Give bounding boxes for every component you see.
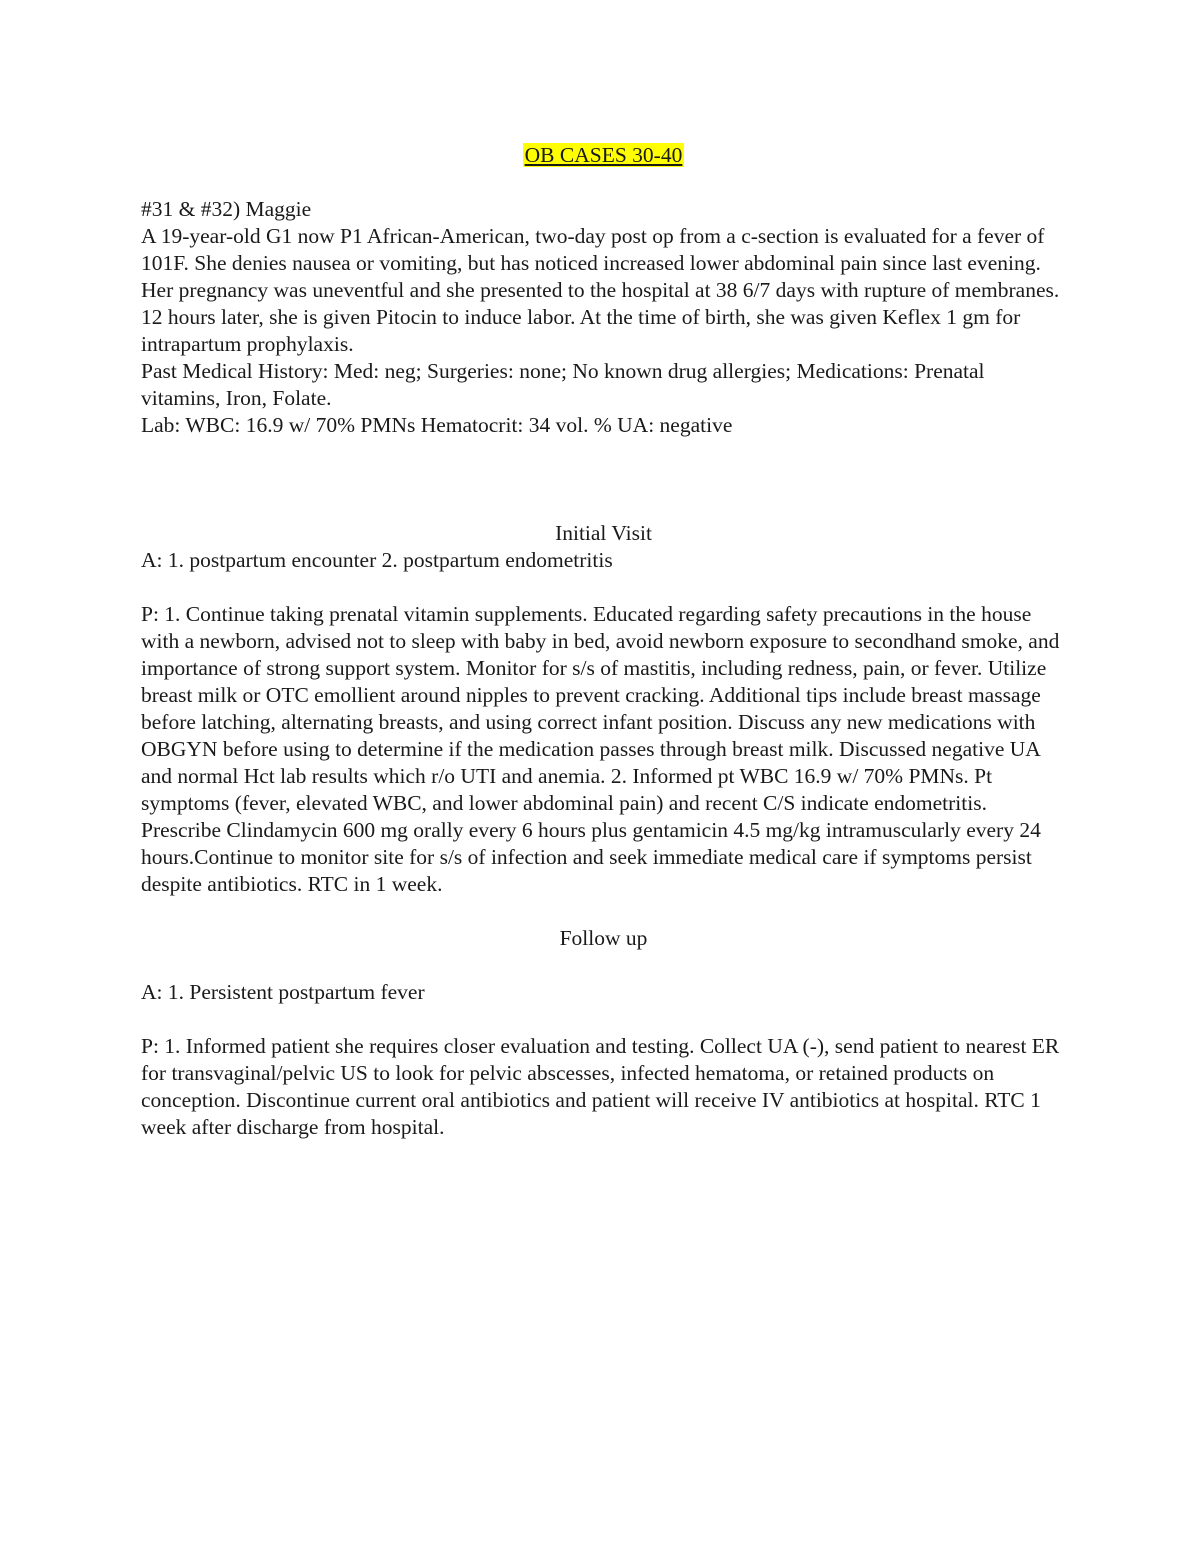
document-title: OB CASES 30-40	[524, 143, 683, 167]
spacer	[141, 952, 1066, 979]
past-medical-history: Past Medical History: Med: neg; Surgeries: none; No known drug allergies; Medications: Prenatal vitamins, Iron, Folate.	[141, 359, 985, 410]
spacer	[141, 1006, 1066, 1033]
spacer	[141, 439, 1066, 520]
follow-up-heading: Follow up	[559, 926, 648, 950]
spacer	[141, 169, 1066, 196]
follow-up-assessment: A: 1. Persistent postpartum fever	[141, 980, 425, 1004]
spacer	[141, 574, 1066, 601]
title-line	[141, 142, 1066, 169]
lab-results: Lab: WBC: 16.9 w/ 70% PMNs Hematocrit: 34 vol. % UA: negative	[141, 413, 733, 437]
document-body	[141, 142, 1066, 1141]
initial-visit-heading: Initial Visit	[555, 521, 652, 545]
case-description: A 19-year-old G1 now P1 African-American, two-day post op from a c-section is evaluated for a fever of 101F. She denies nausea or vomiting, but has noticed increased lower abdominal pain since last evening. Her pregnancy was uneventful and she presented to the hospital at 38 6/7 days with rupture of membranes. 12 hours later, she is given Pitocin to induce labor. At the time of birth, she was given Keflex 1 gm for intrapartum prophylaxis.	[141, 224, 1060, 356]
follow-up-plan: P: 1. Informed patient she requires closer evaluation and testing. Collect UA (-), send patient to nearest ER for transvaginal/pelvic US to look for pelvic abscesses, infected hematoma, or retained products on conception. Discontinue current oral antibiotics and patient will receive IV antibiotics at hospital. RTC 1 week after discharge from hospital.	[141, 1034, 1060, 1139]
initial-visit-assessment: A: 1. postpartum encounter 2. postpartum endometritis	[141, 548, 613, 572]
case-header: #31 & #32) Maggie	[141, 197, 312, 221]
spacer	[141, 898, 1066, 925]
initial-visit-plan: P: 1. Continue taking prenatal vitamin supplements. Educated regarding safety precautions in the house with a newborn, advised not to sleep with baby in bed, avoid newborn exposure to secondhand smoke, and importance of strong support system. Monitor for s/s of mastitis, including redness, pain, or fever. Utilize breast milk or OTC emollient around nipples to prevent cracking. Additional tips include breast massage before latching, alternating breasts, and using correct infant position. Discuss any new medications with OBGYN before using to determine if the medication passes through breast milk. Discussed negative UA and normal Hct lab results which r/o UTI and anemia. 2. Informed pt WBC 16.9 w/ 70% PMNs. Pt symptoms (fever, elevated WBC, and lower abdominal pain) and recent C/S indicate endometritis. Prescribe Clindamycin 600 mg orally every 6 hours plus gentamicin 4.5 mg/kg intramuscularly every 24 hours.Continue to monitor site for s/s of infection and seek immediate medical care if symptoms persist despite antibiotics. RTC in 1 week.	[141, 602, 1060, 896]
